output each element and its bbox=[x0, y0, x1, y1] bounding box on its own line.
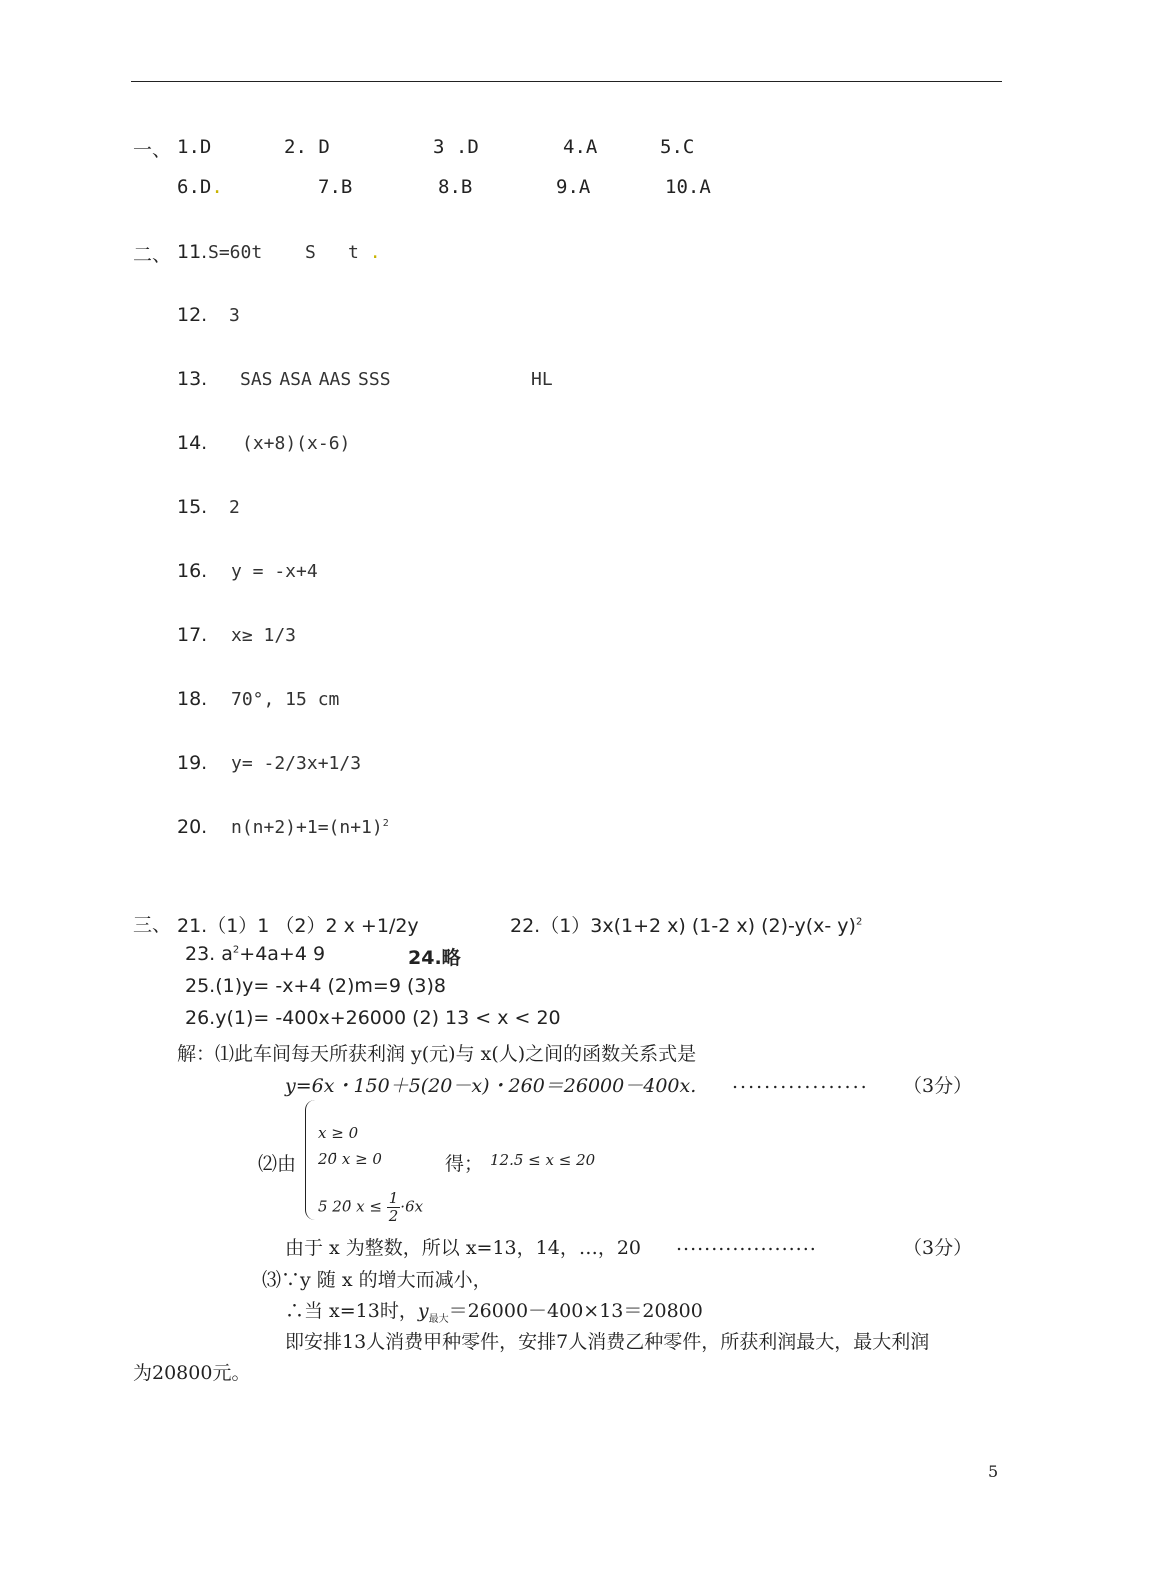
q19-answer: y= -2/3x+1/3 bbox=[231, 753, 362, 774]
q14-number: 14. bbox=[177, 432, 208, 454]
answer-2: 2. D bbox=[284, 136, 330, 158]
solution-conclusion-2: 为20800元。 bbox=[133, 1362, 251, 1384]
q12-answer: 3 bbox=[229, 305, 240, 326]
fraction: $\frac{1}{2}$ bbox=[388, 1189, 399, 1225]
solution-therefore: ∴当 x=13时，$y_{最大}=26000-400\times 13=20800$ bbox=[285, 1300, 703, 1325]
section2-label: 二、 bbox=[133, 244, 172, 266]
q19-number: 19. bbox=[177, 752, 208, 774]
solution-dots-2: .................... bbox=[676, 1233, 817, 1255]
q14-answer: (x+8)(x-6) bbox=[242, 433, 351, 454]
solution-dots-1: ................. bbox=[732, 1071, 869, 1093]
q13-number: 13. bbox=[177, 368, 208, 390]
q24-answer: 24.略 bbox=[408, 947, 461, 969]
answer-3: 3 .D bbox=[433, 136, 479, 158]
q18-number: 18. bbox=[177, 688, 208, 710]
solution-score-1: （3分） bbox=[903, 1075, 973, 1097]
system-line-2: 20̄ x ≥ 0 bbox=[318, 1150, 382, 1168]
solution-part3: ⑶∵y 随 x 的增大而减小， bbox=[262, 1269, 492, 1291]
section3-label: 三、 bbox=[133, 914, 172, 936]
q11-number: 11. bbox=[177, 241, 208, 263]
q25-answer: 25.(1)y= -x+4 (2)m=9 (3)8 bbox=[185, 975, 446, 997]
q13-answer: SAS ASA AAS SSS bbox=[240, 369, 391, 390]
q15-answer: 2 bbox=[229, 497, 240, 518]
header-rule bbox=[131, 81, 1002, 82]
answer-7: 7.B bbox=[318, 176, 353, 198]
page-number: 5 bbox=[988, 1462, 999, 1481]
answer-1: 1.D bbox=[177, 136, 212, 158]
system-line-1: x ≥ 0 bbox=[318, 1124, 359, 1142]
answer-4: 4.A bbox=[563, 136, 598, 158]
system-line-3: 5 20̄ x ≤ $\frac{1}{2}$ ·6x bbox=[318, 1189, 424, 1225]
q17-number: 17. bbox=[177, 624, 208, 646]
solution-part2-prefix: ⑵由 bbox=[258, 1153, 297, 1175]
system-result: 12.5 ≤ x ≤ 20 bbox=[490, 1151, 596, 1169]
section1-label: 一、 bbox=[133, 139, 172, 161]
q11-answer-2: S bbox=[305, 242, 316, 263]
answer-9: 9.A bbox=[556, 176, 591, 198]
answer-8: 8.B bbox=[438, 176, 473, 198]
solution-integer: 由于 x 为整数，所以 x=13，14，…，20 bbox=[285, 1237, 642, 1259]
solution-line-1: 解：⑴此车间每天所获利润 y(元)与 x(人)之间的函数关系式是 bbox=[177, 1043, 697, 1065]
q13-answer-2: HL bbox=[531, 369, 553, 390]
q11-answer: S=60t bbox=[208, 242, 263, 263]
q20-answer: $n(n+2)+1=(n+1)^2$ bbox=[231, 817, 389, 838]
solution-conclusion: 即安排13人消费甲种零件，安排7人消费乙种零件，所获利润最大，最大利润 bbox=[285, 1331, 930, 1353]
solution-score-2: （3分） bbox=[903, 1237, 973, 1259]
q16-number: 16. bbox=[177, 560, 208, 582]
q12-number: 12. bbox=[177, 304, 208, 326]
q22-answer: 22.（1）3x(1+2 x) (1-2 x) (2)-y(x- y)$^2$ bbox=[510, 915, 863, 937]
q26-answer: 26.y(1)= -400x+26000 (2) 13 < x < 20 bbox=[185, 1007, 561, 1029]
q21-answer: 21.（1）1 （2）2 x +1/2y bbox=[177, 915, 419, 937]
system-result-label: 得； bbox=[445, 1153, 484, 1175]
q11-answer-3: t . bbox=[348, 242, 381, 263]
solution-formula: y=6x・150＋5(20－x)・260＝26000－400x. bbox=[285, 1075, 697, 1097]
q15-number: 15. bbox=[177, 496, 208, 518]
answer-6: 6.D. bbox=[177, 176, 223, 198]
q23-answer: 23. $a^2+4a+4$ 9 bbox=[185, 943, 326, 965]
q16-answer: y = -x+4 bbox=[231, 561, 318, 582]
q17-answer: x≥ 1/3 bbox=[231, 625, 297, 646]
answer-10: 10.A bbox=[665, 176, 711, 198]
q20-number: 20. bbox=[177, 816, 208, 838]
answer-5: 5.C bbox=[660, 136, 695, 158]
q18-answer: 70°, 15 cm bbox=[231, 689, 340, 710]
